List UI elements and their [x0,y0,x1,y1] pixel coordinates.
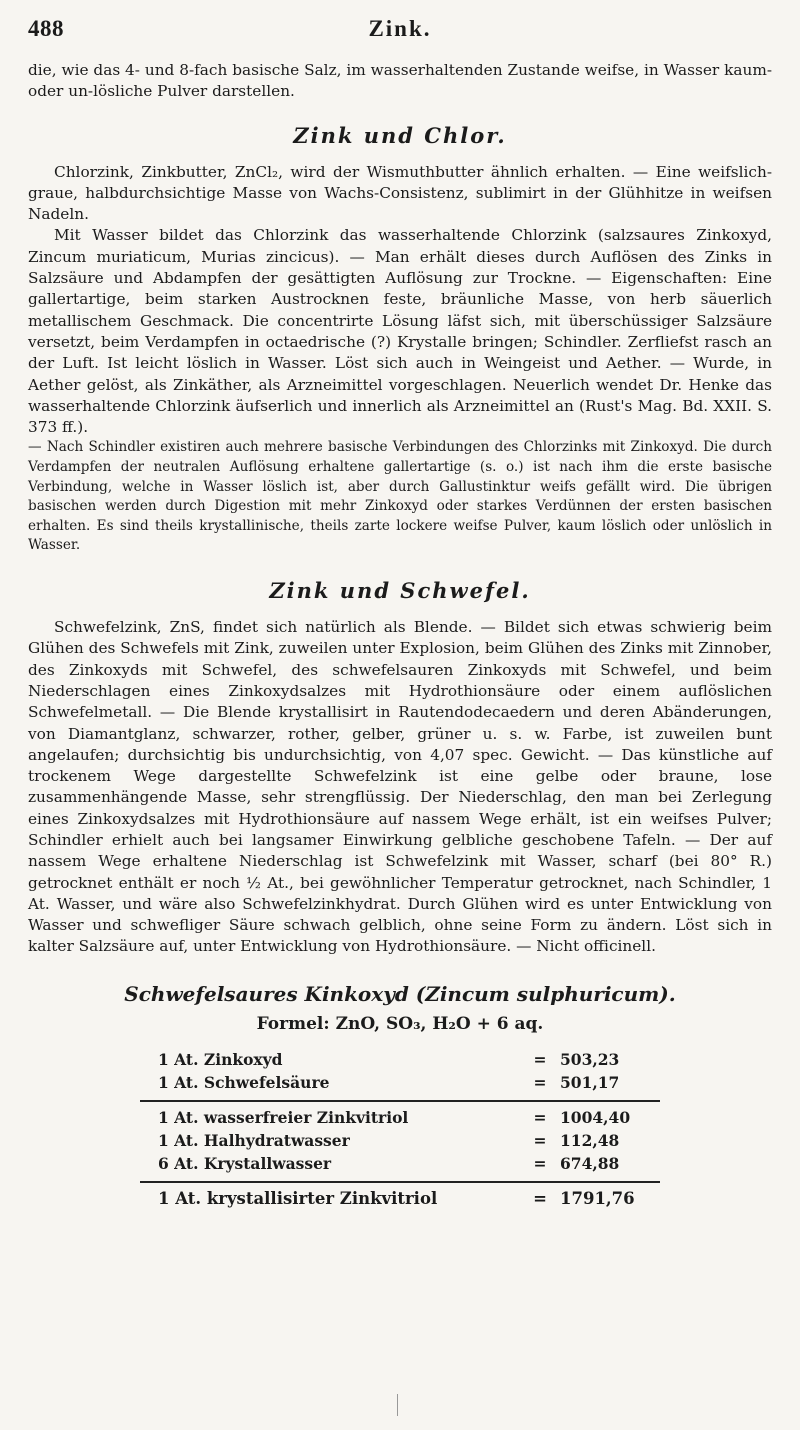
row-label: 1 At. Zinkoxyd [158,1049,283,1069]
section-title-schwefel: Zink und Schwefel. [269,578,531,604]
table-row [140,1101,660,1129]
chlorzink-note: — Nach Schindler existiren auch mehrere basische Verbindungen des Chlorzinks mit Zinkoxyd. Die durch Verdampfen der neutralen Auflösung erhaltene gallertartige (s. o.) ist nach ihm die erste basische Verbindung, welche in Wasser löslich ist, aber durch Gallustinktur weifs gefällt wird. Die übrigen basischen werden durch Digestion mit mehr Zinkoxyd oder starkes Verdünnen der ersten basischen erhalten. Es sind theils krystallinische, theils zarte lockere weifse Pulver, kaum löslich oder unlöslich in Wasser. [28,439,772,554]
row-equals: = [533,1130,547,1150]
row-value: 674,88 [560,1153,620,1173]
row-equals: = [520,1182,560,1210]
running-title: Zink. [368,16,432,41]
row-equals: = [533,1153,547,1173]
intro-paragraph: die, wie das 4- und 8-fach basische Salz, im wasserhaltenden Zustande weifse, in Wasser kaum- oder un-lösliche Pulver darstellen. [28,61,772,101]
row-value: 501,17 [560,1072,620,1092]
row-value: 1004,40 [560,1101,660,1129]
table-row [140,1048,660,1071]
row-value: 1791,76 [560,1182,660,1210]
row-value: 112,48 [560,1130,620,1150]
table-row [140,1129,660,1152]
page-number: 488 [28,16,64,41]
table-row [140,1071,660,1101]
row-label: 1 At. krystallisirter Zinkvitriol [140,1182,520,1210]
row-label: 1 At. wasserfreier Zinkvitriol [140,1101,520,1129]
page-header [28,14,772,60]
section-title-zinkvitriol: Schwefelsaures Kinkoxyd (Zincum sulphuricum). [124,981,676,1006]
table-row [140,1152,660,1182]
row-label: 1 At. Schwefelsäure [158,1072,330,1092]
row-equals: = [533,1049,547,1069]
schwefelzink-paragraph: Schwefelzink, ZnS, findet sich natürlich als Blende. — Bildet sich etwas schwierig beim Glühen des Schwefels mit Zink, zuweilen unter Explosion, beim Glühen des Zinks mit Zinnober, des Zinkoxyds mit Schwefel, des schwefelsauren Zinkoxyds mit Schwefel, und beim Niederschlagen eines Zinkoxydsalzes mit Hydrothionsäure oder einem auflöslichen Schwefelmetall. — Die Blende krystallisirt in Rautendodecaedern und deren Abänderungen, von Diamantglanz, schwarzer, rother, gelber, grüner u. s. w. Farbe, ist zuweilen bunt angelaufen; durchsichtig bis undurchsichtig, von 4,07 spec. Gewicht. — Das künstliche auf trockenem Wege dargestellte Schwefelzink ist eine gelbe oder braune, lose zusammenhängende Masse, sehr strengflüssig. Der Niederschlag, den man bei Zerlegung eines Zinkoxydsalzes mit Hydrothionsäure auf nassem Wege erhält, ist ein weifses Pulver; Schindler erhielt auch bei langsamer Einwirkung gelbliche geschobene Tafeln. — Der auf nassem Wege erhaltene Niederschlag ist Schwefelzink mit Wasser, scharf (bei 80° R.) getrocknet enthält er noch ½ At., bei gewöhnlicher Temperatur getrocknet, nach Schindler, 1 At. Wasser, und wäre also Schwefelzinkhydrat. Durch Glühen wird es unter Entwicklung von Wasser und schwefliger Säure schwach gelblich, ohne seine Form zu ändern. Löst sich in kalter Salzsäure auf, unter Entwicklung von Hydrothionsäure. — Nicht officinell. [28,618,772,956]
composition-table [140,1048,660,1210]
section-title-chlor: Zink und Chlor. [293,122,507,148]
page-mark [397,1394,406,1416]
chlorzink-paragraph: Chlorzink, Zinkbutter, ZnCl₂, wird der Wismuthbutter ähnlich erhalten. — Eine weifslich-graue, halbdurchsichtige Masse von Wachs-Consistenz, sublimirt in der Glühhitze in weifsen Nadeln. [28,162,772,224]
row-equals: = [533,1072,547,1092]
row-value: 503,23 [560,1049,620,1069]
row-label: 1 At. Halhydratwasser [158,1130,350,1150]
row-label: 6 At. Krystallwasser [158,1153,332,1173]
row-equals: = [520,1101,560,1129]
formula: Formel: ZnO, SO₃, H₂O + 6 aq. [256,1013,544,1034]
chlorzink-wasser-paragraph: Mit Wasser bildet das Chlorzink das wasserhaltende Chlorzink (salzsaures Zinkoxyd, Zincum muriaticum, Murias zincicus). — Man erhält dieses durch Auflösen des Zinks in Salzsäure und Abdampfen der gesättigten Auflösung zur Trockne. — Eigenschaften: Eine gallertartige, beim starken Austrocknen feste, bräunliche Masse, von herb säuerlich metallischem Geschmack. Die concentrirte Lösung läfst sich, mit überschüssiger Salzsäure versetzt, beim Verdampfen in octaedrische (?) Krystalle bringen; Schindler. Zerfliefst rasch an der Luft. Ist leicht löslich in Wasser. Löst sich auch in Weingeist und Aether. — Wurde, in Aether gelöst, als Zinkäther, als Arzneimittel vorgeschlagen. Neuerlich wendet Dr. Henke das wasserhaltende Chlorzink äufserlich und innerlich als Arzneimittel an (Rust's Mag. Bd. XXII. S. 373 ff.). [28,226,772,437]
table-total-row [140,1182,660,1210]
